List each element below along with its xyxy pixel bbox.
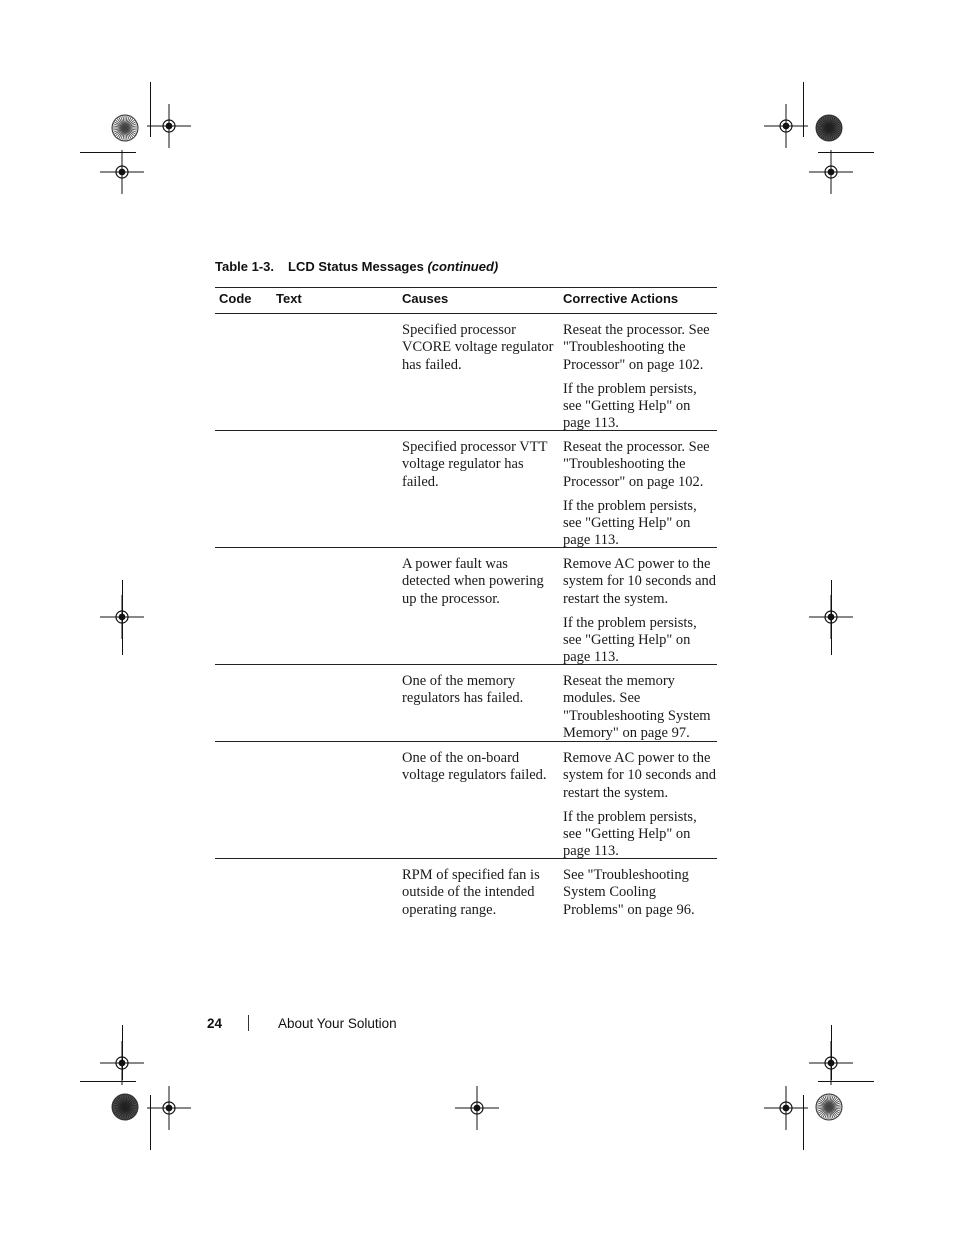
cause-cell: A power fault was detected when powering up the processor. bbox=[402, 556, 544, 607]
trim-line bbox=[80, 152, 136, 153]
trim-line bbox=[80, 1081, 136, 1082]
actions-cell bbox=[563, 556, 717, 674]
table-caption bbox=[215, 259, 498, 274]
table-header bbox=[215, 287, 717, 314]
footer-section-title: About Your Solution bbox=[278, 1016, 397, 1031]
cause-cell: Specified processor VCORE voltage regulator has failed. bbox=[402, 322, 554, 373]
table-number: Table 1-3. bbox=[215, 259, 275, 274]
trim-line bbox=[122, 580, 123, 655]
crosshair-mark-icon bbox=[147, 104, 191, 148]
actions-cell bbox=[563, 439, 717, 557]
action-text: If the problem persists, see "Getting Help" on page 113. bbox=[563, 380, 697, 432]
table-row bbox=[215, 742, 717, 859]
trim-line bbox=[831, 580, 832, 655]
trim-line bbox=[150, 1095, 151, 1150]
table-continued: (continued) bbox=[427, 259, 499, 274]
action-text: Reseat the memory modules. See "Troubleshooting System Memory" on page 97. bbox=[563, 673, 711, 741]
cause-cell: One of the on-board voltage regulators failed. bbox=[402, 750, 547, 784]
registration-target-icon bbox=[815, 114, 843, 142]
crosshair-mark-icon bbox=[455, 1086, 499, 1130]
header-causes: Causes bbox=[402, 291, 449, 306]
table-row bbox=[215, 431, 717, 548]
action-text: Remove AC power to the system for 10 seconds and restart the system. bbox=[563, 556, 717, 607]
actions-cell bbox=[563, 750, 717, 868]
cause-cell: One of the memory regulators has failed. bbox=[402, 673, 524, 707]
registration-target-icon bbox=[111, 114, 139, 142]
table-row bbox=[215, 548, 717, 665]
table-row bbox=[215, 314, 717, 431]
action-text: If the problem persists, see "Getting Help" on page 113. bbox=[563, 497, 697, 549]
action-text: Reseat the processor. See "Troubleshooting the Processor" on page 102. bbox=[563, 439, 710, 490]
table-row bbox=[215, 665, 717, 742]
trim-line bbox=[122, 1025, 123, 1080]
table-row bbox=[215, 859, 717, 919]
page-number: 24 bbox=[207, 1016, 223, 1031]
crosshair-mark-icon bbox=[100, 150, 144, 194]
cause-cell: RPM of specified fan is outside of the intended operating range. bbox=[402, 867, 540, 918]
header-text: Text bbox=[276, 291, 302, 306]
trim-line bbox=[150, 82, 151, 137]
lcd-status-table bbox=[215, 287, 717, 919]
crosshair-mark-icon bbox=[764, 1086, 808, 1130]
actions-cell bbox=[563, 322, 717, 440]
action-text: Remove AC power to the system for 10 seconds and restart the system. bbox=[563, 750, 717, 801]
action-text: If the problem persists, see "Getting Help" on page 113. bbox=[563, 614, 697, 666]
actions-cell bbox=[563, 673, 717, 749]
trim-line bbox=[803, 1095, 804, 1150]
crosshair-mark-icon bbox=[147, 1086, 191, 1130]
action-text: If the problem persists, see "Getting Help" on page 113. bbox=[563, 808, 697, 860]
trim-line bbox=[818, 152, 874, 153]
header-corrective-actions: Corrective Actions bbox=[563, 291, 679, 306]
registration-target-icon bbox=[111, 1093, 139, 1121]
trim-line bbox=[831, 1025, 832, 1080]
footer-separator bbox=[248, 1015, 249, 1031]
trim-line bbox=[818, 1081, 874, 1082]
registration-target-icon bbox=[815, 1093, 843, 1121]
action-text: Reseat the processor. See "Troubleshooting the Processor" on page 102. bbox=[563, 322, 710, 373]
actions-cell bbox=[563, 867, 717, 926]
cause-cell: Specified processor VTT voltage regulator has failed. bbox=[402, 439, 548, 490]
crosshair-mark-icon bbox=[764, 104, 808, 148]
table-title: LCD Status Messages bbox=[288, 259, 424, 274]
action-text: See "Troubleshooting System Cooling Problems" on page 96. bbox=[563, 867, 695, 918]
trim-line bbox=[803, 82, 804, 137]
crosshair-mark-icon bbox=[809, 150, 853, 194]
header-code: Code bbox=[219, 291, 252, 306]
